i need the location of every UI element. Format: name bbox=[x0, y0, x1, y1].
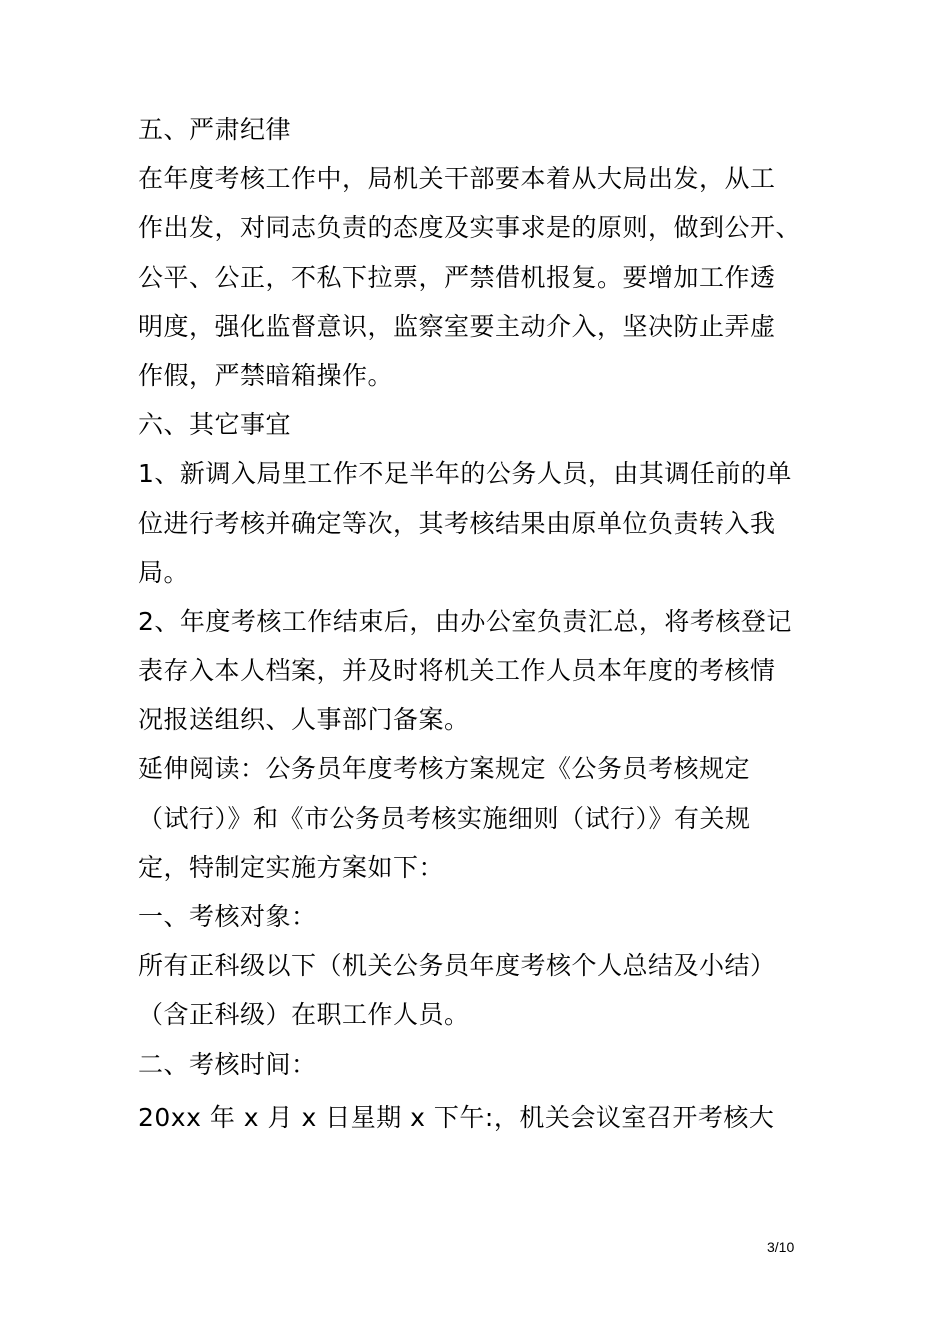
list-item-line: 局。 bbox=[138, 557, 190, 587]
paragraph-line: 20xx 年 x 月 x 日星期 x 下午:，机关会议室召开考核大 bbox=[138, 1102, 775, 1132]
list-item-line: 位进行考核并确定等次，其考核结果由原单位负责转入我 bbox=[138, 508, 776, 538]
page-number: 3/10 bbox=[767, 1239, 795, 1255]
section-heading-other-matters: 六、其它事宜 bbox=[138, 410, 292, 440]
section-heading-assessment-target: 一、考核对象： bbox=[138, 902, 317, 931]
extended-reading-line: 延伸阅读：公务员年度考核方案规定《公务员考核规定 bbox=[138, 754, 751, 784]
paragraph-line: 作出发，对同志负责的态度及实事求是的原则，做到公开、 bbox=[138, 213, 802, 243]
section-heading-discipline: 五、严肃纪律 bbox=[138, 115, 292, 144]
paragraph-line: 公平、公正，不私下拉票，严禁借机报复。要增加工作透 bbox=[138, 262, 776, 292]
list-item-line: 况报送组织、人事部门备案。 bbox=[138, 705, 470, 735]
paragraph-line: 明度，强化监督意识，监察室要主动介入，坚决防止弄虚 bbox=[138, 311, 776, 341]
section-heading-assessment-time: 二、考核时间： bbox=[138, 1049, 317, 1079]
list-item-line: 2、年度考核工作结束后，由办公室负责汇总，将考核登记 bbox=[138, 606, 792, 636]
list-item-line: 1、新调入局里工作不足半年的公务人员，由其调任前的单 bbox=[138, 459, 792, 489]
paragraph-line: （含正科级）在职工作人员。 bbox=[138, 1000, 470, 1030]
document-body bbox=[138, 105, 828, 1142]
list-item-line: 表存入本人档案，并及时将机关工作人员本年度的考核情 bbox=[138, 656, 776, 686]
extended-reading-line: （试行）》和《市公务员考核实施细则（试行）》有关规 bbox=[138, 803, 751, 833]
paragraph-line: 所有正科级以下（机关公务员年度考核个人总结及小结） bbox=[138, 951, 776, 981]
extended-reading-line: 定，特制定实施方案如下： bbox=[138, 852, 445, 882]
paragraph-line: 在年度考核工作中，局机关干部要本着从大局出发，从工 bbox=[138, 164, 776, 194]
paragraph-line: 作假，严禁暗箱操作。 bbox=[138, 360, 394, 390]
